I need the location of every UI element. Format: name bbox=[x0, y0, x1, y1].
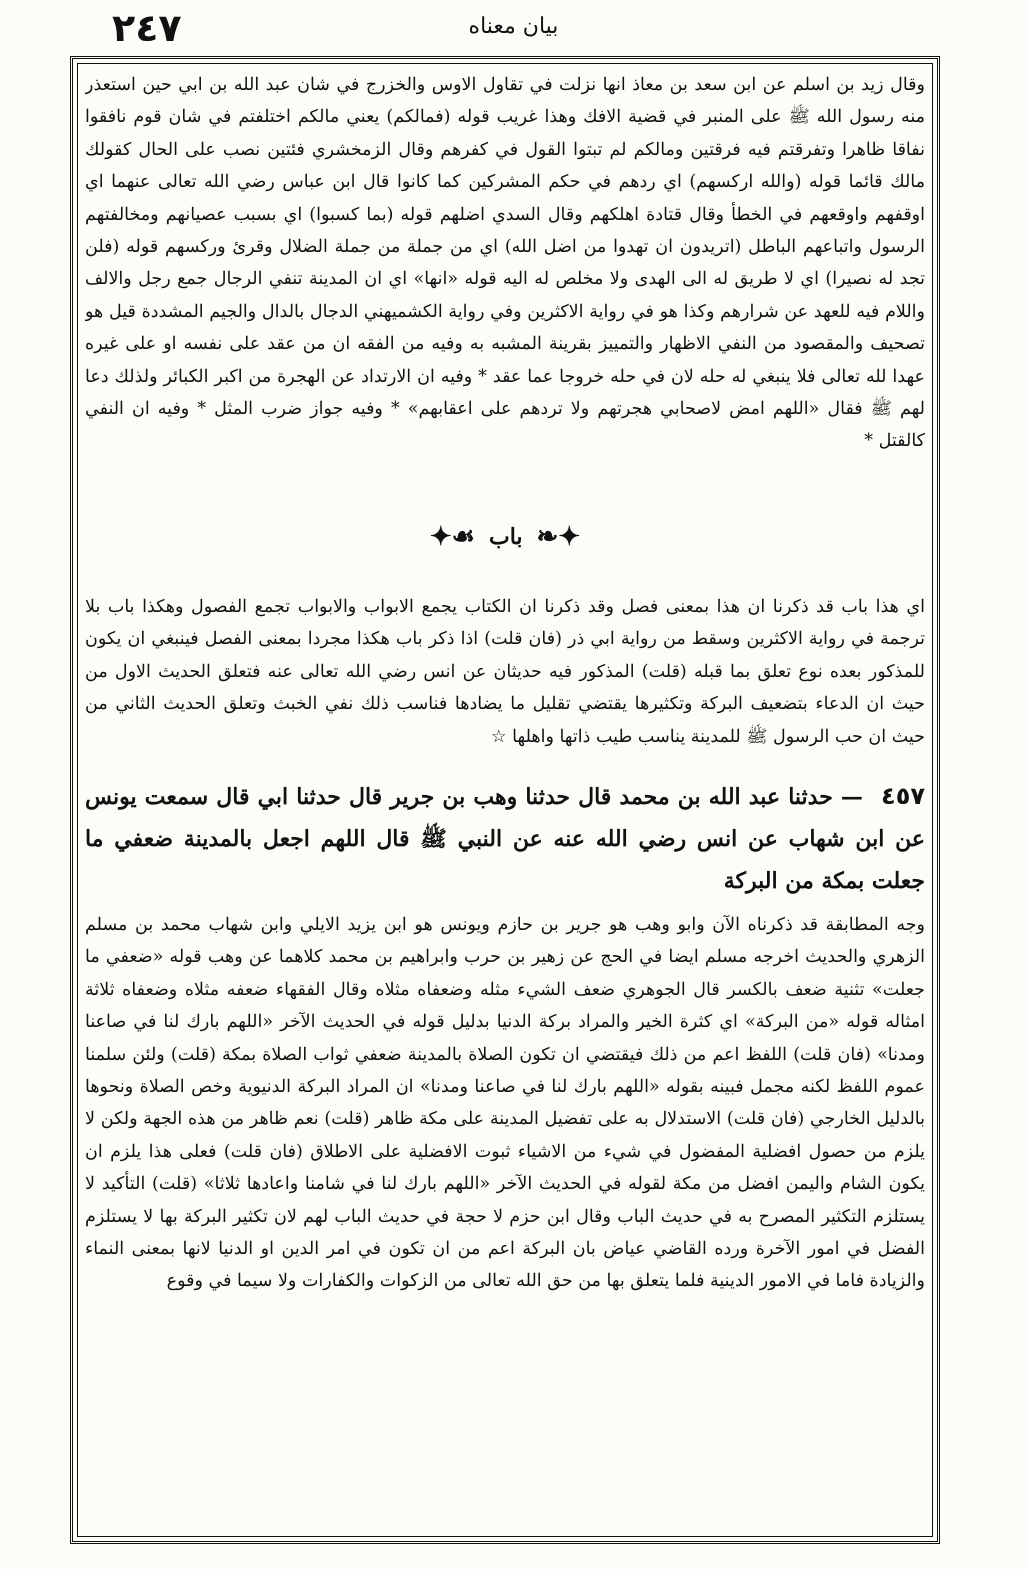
hadith-text: حدثنا عبد الله بن محمد قال حدثنا وهب بن جرير قال حدثنا ابي قال سمعت يونس عن ابن شهاب عن انس رضي الله عنه عن النبي ﷺ قال اللهم اجعل بالمدينة ضعفي ما جعلت بمكة من البركة bbox=[85, 784, 925, 894]
commentary-paragraph-2: اي هذا باب قد ذكرنا ان هذا بمعنى فصل وقد ذكرنا ان الكتاب يجمع الابواب والابواب تجمع الفصول وهكذا باب بلا ترجمة في رواية الاكثرين وسقط من رواية ابي ذر (فان قلت) اذا ذكر باب هكذا مجردا بمعنى الفصل فينبغي ان يكون للمذكور بعده نوع تعلق بما قبله (قلت) المذكور فيه حديثان عن انس رضي الله تعالى عنه فتعلق الحديث الاول من حيث ان الدعاء بتضعيف البركة وتكثيرها يقتضي تقليل ما يضادها فناسب ذلك نفي الخبث وتعلق الحديث الثاني من حيث ان حب الرسول ﷺ للمدينة يناسب طيب ذاتها واهلها ☆ bbox=[85, 597, 925, 747]
text-frame bbox=[70, 56, 940, 1544]
ornament-left-icon: ☙✦ bbox=[429, 522, 475, 552]
page-number: ٢٤٧ bbox=[112, 6, 182, 50]
hadith-block: ٤٥٧ — حدثنا عبد الله بن محمد قال حدثنا وهب بن جرير قال حدثنا ابي قال سمعت يونس عن ابن شهاب عن انس رضي الله عنه عن النبي ﷺ قال اللهم اجعل بالمدينة ضعفي ما جعلت بمكة من البركة bbox=[85, 782, 925, 894]
commentary-paragraph-3: وجه المطابقة قد ذكرناه الآن وابو وهب هو جرير بن حازم ويونس هو ابن يزيد الايلي وابن شهاب محمد بن مسلم الزهري والحديث اخرجه مسلم ايضا في الحج عن زهير بن حرب وابراهيم بن محمد كلاهما عن وهب قوله «ضعفي ما جعلت» تثنية ضعف بالكسر قال الجوهري ضعف الشيء مثله وضعفاه مثلاه وقال الفقهاء ضعفه مثلاه وضعفاه ثلاثة امثاله قوله «من البركة» اي كثرة الخير والمراد بركة الدنيا بدليل قوله في الحديث الآخر «اللهم بارك لنا في صاعنا ومدنا» (فان قلت) اللفظ اعم من ذلك فيقتضي ان تكون الصلاة بالمدينة ضعفي ثواب الصلاة بمكة (قلت) ولئن سلمنا عموم اللفظ لكنه مجمل فبينه بقوله «اللهم بارك لنا في صاعنا ومدنا» ان المراد البركة الدنيوية وخص الصلاة ونحوها بالدليل الخارجي (فان قلت) الاستدلال به على تفضيل المدينة على مكة ظاهر (قلت) نعم ظاهر من هذه الجهة ولكن لا يلزم من حصول افضلية المفضول في شيء من الاشياء ثبوت الافضلية على الاطلاق (فان قلت) فعلى هذا يلزم ان يكون الشام واليمن افضل من مكة لقوله في الحديث الآخر «اللهم بارك لنا في شامنا واعادها ثلاثا» (قلت) التأكيد لا يستلزم التكثير المصرح به في حديث الباب وقال ابن حزم لا حجة في حديث الباب لهم لان تكثير البركة بها لا يستلزم الفضل في امور الآخرة ورده القاضي عياض بان البركة اعم من ان تكون في امر الدين او الدنيا لانها بمعنى النماء والزيادة فاما في الامور الدينية فلما يتعلق بها من حق الله تعالى من الزكوات والكفارات ولا سيما في وقوع bbox=[85, 915, 925, 1292]
chapter-heading bbox=[85, 489, 925, 585]
hadith-number: ٤٥٧ bbox=[881, 782, 925, 810]
ornament-right-icon: ✦❧ bbox=[536, 522, 581, 552]
commentary-paragraph-1: وقال زيد بن اسلم عن ابن سعد بن معاذ انها نزلت في تقاول الاوس والخزرج في شان عبد الله بن ابي حين استعذر منه رسول الله ﷺ على المنبر في قضية الافك وهذا غريب قوله (فمالكم) يعني مالكم اختلفتم في شان قوم نافقوا نفاقا ظاهرا وتفرقتم فيه فرقتين ومالكم لم تبتوا القول في كفرهم وقال الزمخشري فئتين نصب على الحال كقولك مالك قائما قوله (والله اركسهم) اي ردهم في حكم المشركين كما كانوا قال ابن عباس رضي الله تعالى عنهما اي اوقفهم واوقعهم في الخطأ وقال قتادة اهلكهم وقال السدي اضلهم قوله (بما كسبوا) اي بسبب عصيانهم ومخالفتهم الرسول واتباعهم الباطل (اتريدون ان تهدوا من اضل الله) اي من جملة من جملة الضلال وقرئ وركسهم قوله (فلن تجد له نصيرا) اي لا طريق له الى الهدى ولا مخلص له اليه قوله «انها» اي ان المدينة تنفي الرجال جمع رجل والالف واللام فيه للعهد عن شرارهم وكذا هو في رواية الاكثرين وفي رواية الكشميهني الدجال بالدال والجيم المشددة قيل هو تصحيف والمقصود من النفي الاظهار والتمييز بقرينة المشبه به وفيه من الفقه ان من عقد على نفسه او على غيره عهدا لله تعالى فلا ينبغي له حله لان في حله خروجا عما عقد * وفيه ان الارتداد عن الهجرة من اكبر الكبائر ولذلك دعا لهم ﷺ فقال «اللهم امض لاصحابي هجرتهم ولا تردهم على اعقابهم» * وفيه جواز ضرب المثل * وفيه ان النفي كالقتل * bbox=[85, 75, 925, 452]
running-head: بیان معناه bbox=[468, 14, 559, 39]
chapter-title: باب bbox=[488, 524, 523, 550]
